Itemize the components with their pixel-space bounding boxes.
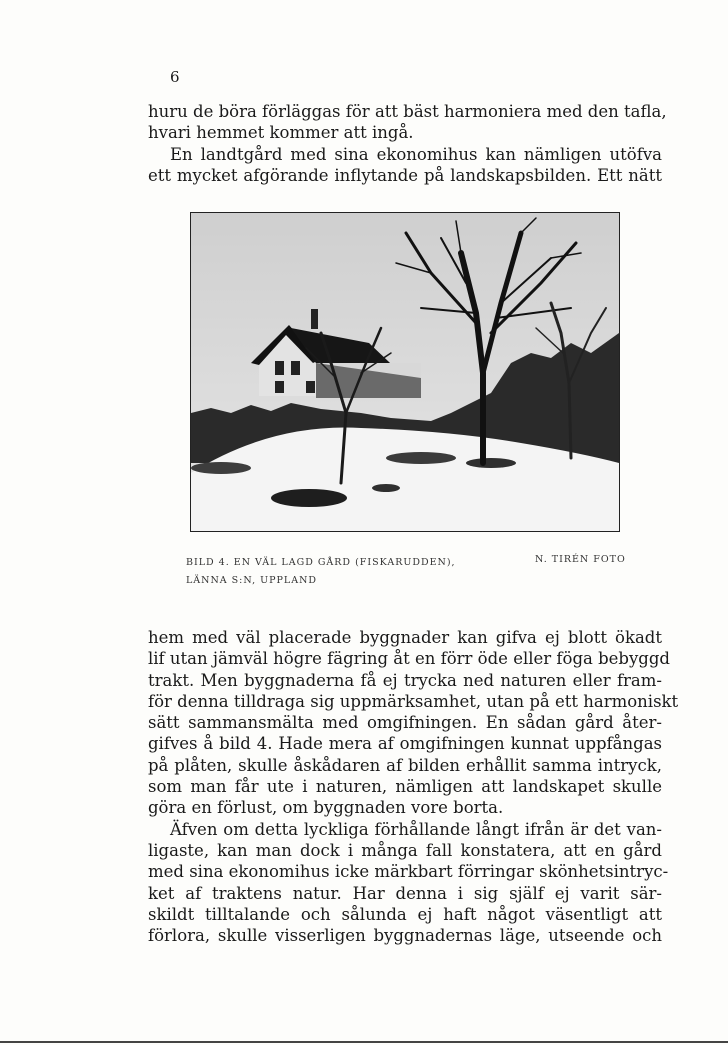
text-line: Äfven om detta lyckliga förhållande långt ifrån är det van- [170,819,662,839]
text-line: förlora, skulle visserligen byggnadernas läge, utseende och [148,926,662,946]
text-line: huru de böra förläggas för att bäst harmoniera med den tafla, [148,102,667,121]
text-line: sätt sammansmälta med omgifningen. En sådan gård åter- [148,713,662,733]
text-line: lif utan jämväl högre fägring åt en förr öde eller föga bebyggd [148,649,670,669]
text-line: på plåten, skulle åskådaren af bilden erhållit samma intryck, [148,755,662,775]
text-line: gifves å bild 4. Hade mera af omgifningen kunnat uppfångas [148,734,662,754]
caption-line: LÄNNA S:N, UPPLAND [186,575,318,586]
text-line: för denna tilldraga sig uppmärksamhet, utan på ett harmoniskt [148,691,679,711]
farmhouse-photo [190,212,620,532]
text-line: som man får ute i naturen, nämligen att landskapet skulle [148,777,662,797]
paragraph-top [148,101,667,186]
photo-credit: N. TIRÉN FOTO [535,554,626,565]
winter-farm-illustration [191,213,619,531]
text-line: hvari hemmet kommer att ingå. [148,123,414,143]
text-line: hem med väl placerade byggnader kan gifva ej blott ökadt [148,628,662,647]
figure-caption [186,554,456,590]
text-line: trakt. Men byggnaderna få ej trycka ned naturen eller fram- [148,670,662,690]
text-line: En landtgård med sina ekonomihus kan nämligen utöfva [170,144,662,164]
scan-edge-rule [0,1041,728,1043]
text-line: göra en förlust, om byggnaden vore borta. [148,798,504,818]
page-number: 6 [170,68,180,86]
text-line: ett mycket afgörande inflytande på landskapsbilden. Ett nätt [148,165,662,185]
text-line: med sina ekonomihus icke märkbart förringar skönhetsintryc- [148,862,669,882]
paragraph-bottom [148,627,679,946]
text-line: ket af traktens natur. Har denna i sig själf ej varit sär- [148,883,662,903]
text-line: skildt tilltalande och sålunda ej haft något väsentligt att [148,904,662,924]
text-line: ligaste, kan man dock i många fall konstatera, att en gård [148,840,662,860]
caption-line: BILD 4. EN VÄL LAGD GÅRD (FISKARUDDEN), [186,557,456,568]
